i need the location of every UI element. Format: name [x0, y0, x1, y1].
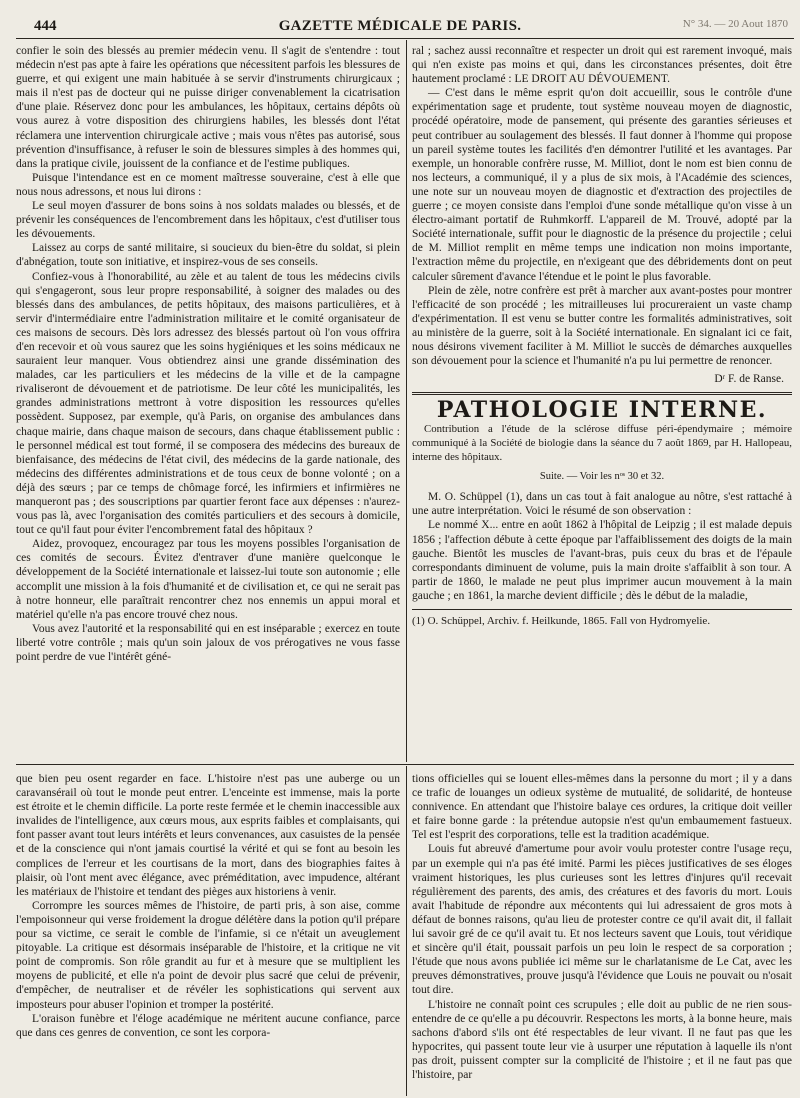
upper-right-column — [412, 44, 792, 760]
footnote: (1) O. Schüppel, Archiv. f. Heilkunde, 1865. Fall von Hydromyelie. — [412, 609, 792, 628]
lower-right-column — [412, 772, 792, 1094]
section-rule — [412, 392, 792, 395]
section-title: PATHOLOGIE INTERNE. — [436, 397, 768, 424]
lower-left-column — [16, 772, 400, 1094]
paragraph: L'histoire ne connaît point ces scrupules ; elle doit au public de ne rien sous-entendre de ce qu'elle a pu découvrir. Respectons les morts, à la bonne heure, mais sachons d'abord s'ils ont été respectables de leur vivant. Il ne faut pas que les hypocrites, qui passent toute leur vie à usurper une réputation à laquelle ils n'ont pas droit, puissent compter sur la complicité de l'histoire ; et il ne faut pas que l'histoire, par — [412, 998, 792, 1081]
column-divider — [406, 40, 407, 762]
page-header — [0, 0, 800, 40]
paragraph: tions officielles qui se louent elles-mêmes dans la personne du mort ; il y a dans ce trafic de louanges un odieux système de mutualité, de solidarité, de honteuse connivence. En attendant que l'histoire balaye ces ordures, la critique doit veiller et faire bonne garde : la prétendue autopsie n'est qu'un embaumement fastueux. Tel est l'esprit des corporations, telle est la tradition académique. — [412, 773, 792, 842]
paragraph: Plein de zèle, notre confrère est prêt à marcher aux avant-postes pour montrer l'efficacité de son procédé ; les mitrailleuses lui procureraient un vaste champ d'expérimentation. Il est venu se butter contre les formalités administratives, soit au ministère de la guerre, soit à la Société internationale. En signalant ici ce fait, nous désirons vivement faciliter à M. Milliot le succès de démarches auxquelles son dévouement pour la science et l'humanité n'a pu lui permettre de renoncer. — [412, 284, 792, 368]
page-rule — [16, 764, 794, 765]
paragraph: Confiez-vous à l'honorabilité, au zèle et au talent de tous les médecins civils qui s'engageront, sous leur propre responsabilité, à soigner des malades ou des blessés dans des ambulances, de petits hôpitaux, des maisons particulières, et à servir d'intermédiaire entre l'administration militaire et le comité organisateur de ces maisons de secours. Dès lors adressez des blessés partout où l'on vous offrira d'en recevoir et où vous saurez que les soins hygiéniques et les soins médicaux ne sauraient leur manquer. Vous obtiendrez ainsi une grande dissémination des malades, car les particuliers et les médecins de la ville et de la campagne rivaliseront de dévouement et de patriotisme. De leur côté les municipalités, les grandes administrations mettront à votre disposition les ressources qu'elles possèdent. Supposez, par exemple, qu'à Paris, on organise des ambulances dans chaque mairie, dans chaque maison de secours, dans chaque établissement public : le personnel médical est tout formé, il se composera des médecins des bureaux de bienfaisance, des médecins de l'état civil, des médecins de la garde nationale, des médecins des différentes administrations et de tous ceux de bonne volonté ; on a déjà des sœurs ; par ce temps de chômage forcé, les infirmiers et infirmières ne manqueront pas ; des souscriptions par quartier feront face aux dépenses : n'aurez-vous pas là, avec l'organisation des comités particuliers et des secours à domicile, tout ce qu'il faut pour éviter l'encombrement fatal des hôpitaux ? — [16, 270, 400, 537]
issue-info: N° 34. — 20 Aout 1870 — [682, 18, 788, 30]
upper-left-column — [16, 44, 400, 760]
paragraph: Le seul moyen d'assurer de bons soins à nos soldats malades ou blessés, et de prévenir les conséquences de l'encombrement dans les hôpitaux, c'est d'utiliser tous les dévouements. — [16, 200, 400, 241]
paragraph: L'oraison funèbre et l'éloge académique ne méritent aucune confiance, parce que dans ces genres de convention, ce sont les corpora- — [16, 1012, 400, 1039]
page-number: 444 — [34, 18, 57, 34]
paragraph: Corrompre les sources mêmes de l'histoire, de parti pris, à son aise, comme l'empoisonneur qui verse froidement la drogue délétère dans la potion qu'il prépare pour sa victime, ce serait le comble de l'infamie, si ce n'était un aveuglement pitoyable. La critique est désormais inséparable de l'histoire, et la critique ne vit point de compromis. Son rôle grandit au fur et à mesure que se multiplient les moyens de publicité, et elle n'a point de devoir plus sacré que celui de prévenir, d'empêcher, de neutraliser et de révéler les sophistications qui servent aux imposteurs pour abuser l'opinion et tromper la postérité. — [16, 899, 400, 1011]
paragraph: confier le soin des blessés au premier médecin venu. Il s'agit de s'entendre : tout médecin n'est pas apte à faire les opérations que nécessitent parfois les blessures de guerre, et qui exigent une main habituée à se servir d'instruments chirurgicaux ; mais il n'est pas de docteur qui ne puisse diriger convenablement la cicatrisation d'une plaie. Réservez donc pour les ambulances, les hôpitaux, certains dépôts où vous aurez à votre disposition des chirurgiens habiles, les blessés dont l'état réclamera une intervention chirurgicale active ; mais vous n'êtes pas autorisé, sous prévention d'insuffisance, à refuser le soin de blessures simples à des hommes qui, dans la pratique civile, jouissent de la confiance et de l'estime publiques. — [16, 45, 400, 170]
paragraph: Laissez au corps de santé militaire, si soucieux du bien-être du soldat, si plein d'abnégation, toute son initiative, et inspirez-vous de ses conseils. — [16, 242, 400, 269]
paragraph: que bien peu osent regarder en face. L'histoire n'est pas une auberge ou un caravansérail où tout le monde peut entrer. L'enceinte est immense, mais la porte est étroite et le chemin difficile. La porte reste fermée et le chemin inaccessible aux invalides de l'intelligence, aux cœurs mous, aux esprits faibles et complaisants, qui font passer avant tout leurs intérêts et leurs convenances, aux casuistes de la pensée et de la conscience qui n'ont jamais courtisé la vérité et qui se font au besoin les complices de l'erreur et les courtisans de la mort, dans des biographies faites à plaisir, où l'ont ment avec élégance, avec préméditation, avec impudence, altérant les matériaux de l'histoire et tendant des pièges aux historiens à venir. — [16, 773, 400, 898]
paragraph: Vous avez l'autorité et la responsabilité qui en est inséparable ; exercez en toute liberté votre contrôle ; mais qu'un soin jaloux de vos prérogatives ne vous fasse point perdre de vue l'intérêt géné- — [16, 622, 400, 664]
author-signature: Dʳ F. de Ranse. — [714, 373, 784, 386]
continuation-note: Suite. — Voir les nᵒˢ 30 et 32. — [539, 471, 665, 483]
article-subtitle: Contribution a l'étude de la sclérose diffuse péri-épendymaire ; mémoire communiqué à la Société de biologie dans la séance du 7 août 1869, par H. Hallopeau, interne des hôpitaux. — [412, 423, 792, 463]
header-rule — [16, 38, 794, 39]
paragraph: — C'est dans le même esprit qu'on doit accueillir, sous le contrôle d'une expérimentation sage et prudente, tout système nouveau moyen de diagnostic, procédé opératoire, mode de pansement, qui présente des garanties sérieuses et peut contribuer au soulagement des blessés. Il faut donner à l'homme qui propose un pareil système toutes les facilités d'en démontrer l'utilité et les avantages. Par exemple, un honorable confrère russe, M. Milliot, dont le nom est bien connu de nos lecteurs, a communiqué, il y a plus de six mois, à l'Académie des sciences, une note sur un nouveau moyen de diagnostic et d'extraction des projectiles de guerre ; ce moyen consiste dans l'emploi d'une sonde métallique qu'on visse à un électro-aimant portatif de Ruhmkorff. L'appareil de M. Trouvé, adopté par la Société internationale, suffit pour le diagnostic de la présence du projectile ; celui de M. Milliot remplit en même temps une indication non moins importante, l'extraction même du projectile, en n'exigeant que des débridements dont on peut calculer sûrement d'avance l'étendue et le point le plus favorable. — [412, 87, 792, 283]
paragraph: Louis fut abreuvé d'amertume pour avoir voulu protester contre l'usage reçu, par un exemple qui n'a pas été imité. Parmi les pièces justificatives de ses éloges vraiment historiques, les plus curieuses sont les lettres d'injures qu'il recevait régulièrement des parents, des amis, des créatures et des favoris du mort. Louis avait l'habitude de répondre aux mécontents qui lui adressaient de gros mots à défaut de bonnes raisons, qu'au lieu de protester contre ce qu'il avait dit, il fallait lui savoir gré de ce qu'il avait tu. Et nos lecteurs savent que Louis, tout véridique et sincère qu'il était, poussait parfois un peu loin le respect de sa corporation ; l'étude que nous avons publiée ici même sur le charlatanisme de Le Cat, avec les preuves démonstratives, prouve jusqu'à l'évidence que Louis ne pouvait ou n'osait tout dire. — [412, 843, 792, 997]
paragraph: M. O. Schüppel (1), dans un cas tout à fait analogue au nôtre, s'est rattaché à une autre interprétation. Voici le résumé de son observation : — [412, 491, 792, 518]
journal-title: GAZETTE MÉDICALE DE PARIS. — [278, 18, 522, 34]
paragraph: ral ; sachez aussi reconnaître et respecter un droit qui est rarement invoqué, mais qui n'en existe pas moins et qui, dans les circonstances présentes, doit être hautement proclamé : LE DROIT AU DÉVOUEMENT. — [412, 45, 792, 86]
column-divider — [406, 766, 407, 1096]
paragraph: Aidez, provoquez, encouragez par tous les moyens possibles l'organisation de ces comités de secours. Évitez d'entraver d'une manière quelconque le développement de la Société internationale et laissez-lui toute son autonomie ; elle accomplit une mission à la fois d'humanité et de civilisation et, ce qui ne serait pas à notre honneur, elle paraîtrait rencontrer chez nos ennemis un appui moral et matériel qu'elle n'a pas encore trouvé chez nous. — [16, 538, 400, 621]
paragraph: Le nommé X... entre en août 1862 à l'hôpital de Leipzig ; il est malade depuis 1856 ; l'affection débute à cette époque par l'affaiblissement des doigts de la main gauche. Bientôt les muscles de l'avant-bras, puis ceux du bras et de l'épaule correspondants diminuent de volume, puis la main droite s'affaiblit à son tour. A partir de 1860, le malade ne peut plus imprimer aucun mouvement à la main gauche ; en 1861, la marche devient difficile ; dès le début de la maladie, — [412, 519, 792, 602]
paragraph: Puisque l'intendance est en ce moment maîtresse souveraine, c'est à elle que nous nous adressons, et nous lui dirons : — [16, 171, 400, 198]
